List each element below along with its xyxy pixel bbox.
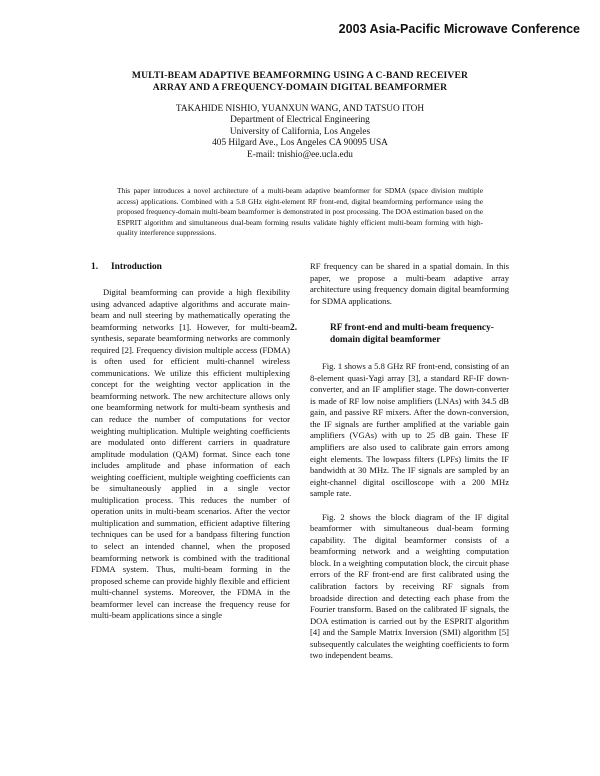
section-2-heading (290, 322, 509, 346)
author-names: TAKAHIDE NISHIO, YUANXUN WANG, AND TATSUO ITOH (175, 104, 425, 114)
title-line-1: MULTI-BEAM ADAPTIVE BEAMFORMING USING A C-BAND RECEIVER (131, 70, 469, 81)
paper-title (60, 70, 540, 94)
section-2-paragraph-1: Fig. 1 shows a 5.8 GHz RF front-end, consisting of an 8-element quasi-Yagi array [3], a standard RF-IF down-converter, and an IF amplifier stage. The down-converter is made of RF low noise amplifiers (LNAs) with 34.5 dB gain, and passive RF mixers. After the down-conversion, the IF signals are further amplified at the variable gain amplifiers (VGAs) with up to 25 dB gain. These IF amplifiers are also used to calibrate gain errors among eight elements. The lowpass filters (LPFs) limits the IF bandwidth at 30 MHz. The IF signals are sampled by an eight-channel digital oscilloscope with a 200 MHz sample rate. (310, 361, 509, 499)
section-1-heading (91, 261, 290, 273)
section-1-title: Introduction (111, 262, 162, 272)
section-2-paragraph-2: Fig. 2 shows the block diagram of the IF digital beamformer with simultaneous dual-beam forming capability. The digital beamformer consists of a beamforming network and a weighting computation block. In a weighting computation block, the circuit phase errors of the RF front-end are first calibrated using the calibration factors by receiving RF signals from broadside direction and detecting each phase from the Fourier transform. Based on the calibrated IF signals, the DOA estimation is carried out by the ESPRIT algorithm [4] and the Sample Matrix Inversion (SMI) algorithm [5] subsequently calculates the weighting coefficients to form two independent beams. (310, 511, 509, 661)
right-column (290, 261, 509, 662)
left-column (91, 261, 290, 622)
author-address: 405 Hilgard Ave., Los Angeles CA 90095 USA (212, 138, 388, 149)
section-1-number: 1. (91, 262, 99, 272)
author-department: Department of Electrical Engineering (230, 115, 370, 126)
author-university: University of California, Los Angeles (229, 126, 371, 137)
author-block (60, 104, 540, 161)
author-email: E-mail: tnishio@ee.ucla.edu (247, 149, 353, 160)
section-2-title: RF front-end and multi-beam frequency-domain digital beamformer (330, 323, 494, 346)
conference-header: 2003 Asia-Pacific Microwave Conference (338, 22, 580, 36)
abstract: This paper introduces a novel architecture of a multi-beam adaptive beamformer for SDMA (space division multiple access) applications. Combined with a 5.8 GHz eight-element RF front-end, digital beamforming performance using the proposed frequency-domain multi-beam beamformer is demonstrated in post processing. The DOA estimation based on the ESPRIT algorithm and simultaneous dual-beam forming results validate highly efficient multi-beam forming with high-quality interference suppressions. (117, 186, 483, 238)
section-2-number: 2. (290, 323, 298, 334)
section-1-paragraph-1-continued: RF frequency can be shared in a spatial domain. In this paper, we propose a multi-beam adaptive array architecture using frequency domain digital beamforming for SDMA applications. (310, 261, 509, 306)
title-line-2: ARRAY AND A FREQUENCY-DOMAIN DIGITAL BEAMFORMER (152, 82, 448, 93)
section-1-paragraph-1: Digital beamforming can provide a high flexibility using advanced adaptive algorithms and accurate main-beam and null steering by mathematically operating the beamforming networks [1]. However, for multi-beam synthesis, separate beamforming networks are commonly required [2]. Frequency division multiple access (FDMA) is often used for efficient multi-channel wireless communications. We utilize this efficient multiplexing concept for the weighting vector application in the beamforming network. The new architecture allows only one beamforming network for multi-beam synthesis and can reduce the number of computations for vector weighting multiplication. Multiple weighting coefficients are modulated onto different carriers in quadrature amplitude modulation (QAM) format. Since each tone includes amplitude and phase information of each weighting coefficient, multiple weighting coefficients can be simultaneously applied in a single vector multiplication process. This reduces the number of operation units in multi-beam scenarios. After the vector multiplication and summation, efficient adaptive filtering techniques can be used for a bandpass filtering function to select an intended channel, when the proposed beamforming network is combined with the traditional FDMA system. Thus, multi-beam forming in the proposed scheme can provide highly flexible and efficient multi-channel systems. Moreover, the FDMA in the beamformer level can increase the frequency reuse for multi-beam applications since a single (91, 287, 290, 621)
